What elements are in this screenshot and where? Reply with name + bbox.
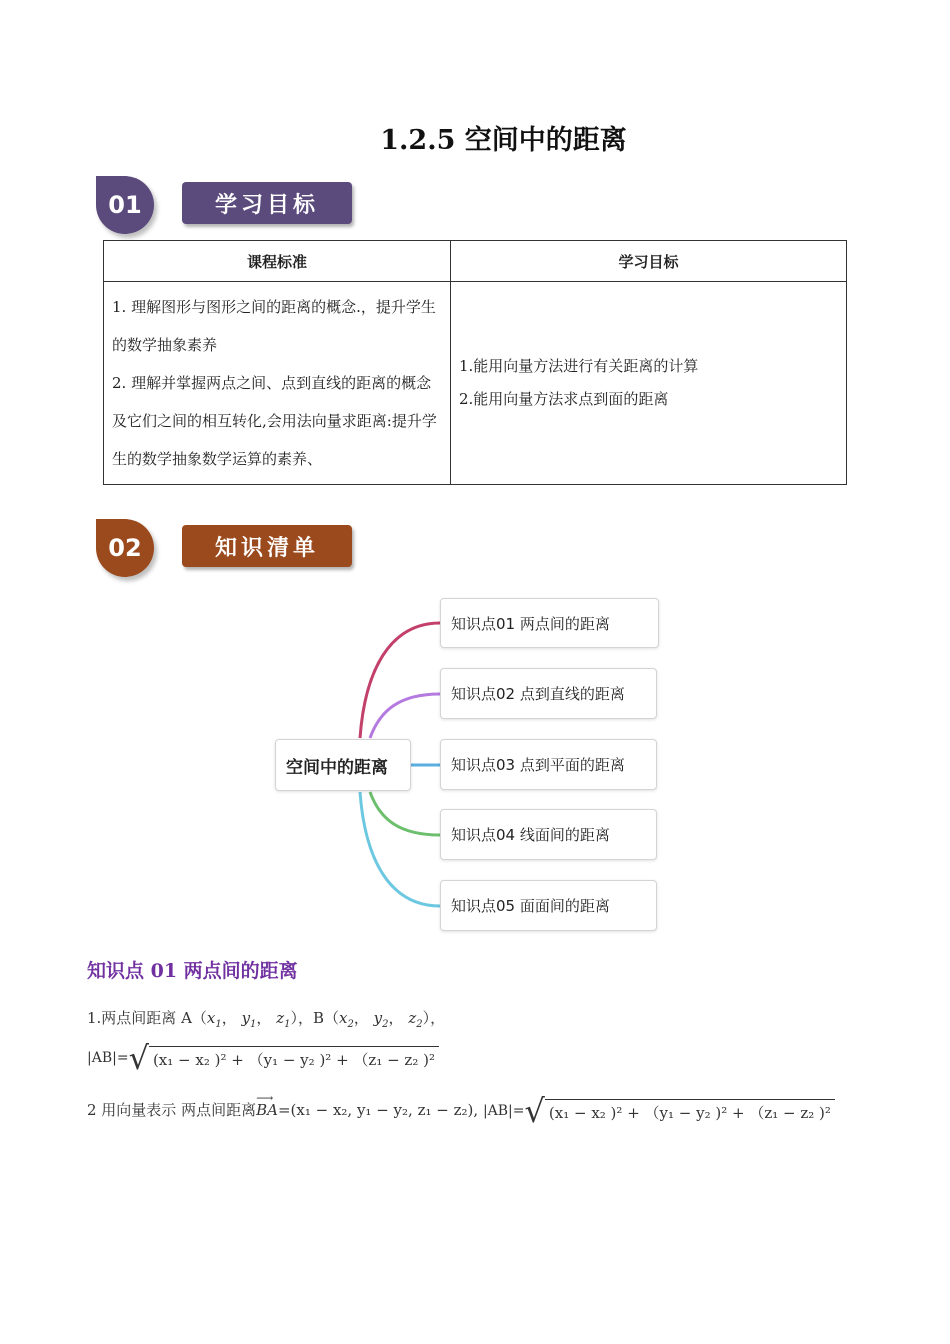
section-label: 知识清单 [182, 525, 352, 567]
var-x2: $x_2$ [339, 1009, 354, 1030]
distance-points-line [87, 1007, 445, 1030]
distance-formula-line [87, 1039, 439, 1077]
var-y2: $y_2$ [373, 1009, 389, 1030]
vector-label: BA [256, 1101, 278, 1119]
formula-body: (x₁ − x₂ )² + （y₁ − y₂ )² + （z₁ − z₂ )² [545, 1099, 835, 1123]
goals-cell [451, 282, 847, 485]
text-end: ）， [422, 1009, 446, 1027]
formula-body: (x₁ − x₂ )² + （y₁ − y₂ )² + （z₁ − z₂ )² [149, 1046, 439, 1070]
vector-distance-line [87, 1091, 835, 1130]
separator: ， [256, 1009, 272, 1027]
connector-02 [370, 694, 440, 738]
var-z1: $z_1$ [276, 1009, 291, 1030]
connector-05 [360, 792, 440, 906]
mind-map-node-01: 知识点01 两点间的距离 [440, 598, 659, 648]
separator: , [473, 1101, 479, 1119]
var-x1: $x_1$ [206, 1009, 222, 1030]
section-number: 01 [96, 176, 154, 234]
section-label: 学习目标 [182, 182, 352, 224]
knowledge-point-title: 知识点 01 两点间的距离 [87, 960, 298, 982]
page-title: 1.2.5 空间中的距离 [380, 125, 627, 156]
separator: ， [353, 1009, 369, 1027]
standard-item: 2. 理解并掌握两点之间、点到直线的距离的概念及它们之间的相互转化,会用法向量求距离:提升学生的数学抽象数学运算的素养、 [112, 374, 437, 468]
sqrt-formula: √ (x₁ − x₂ )² + （y₁ − y₂ )² + （z₁ − z₂ )² [129, 1042, 439, 1074]
mind-map-node-05: 知识点05 面面间的距离 [440, 880, 657, 931]
table-header-goal: 学习目标 [451, 241, 847, 282]
mind-map [270, 590, 670, 940]
standards-cell [104, 282, 451, 485]
section-badge-goals [88, 172, 358, 242]
goal-item: 2.能用向量方法求点到面的距离 [459, 390, 669, 408]
mind-map-root: 空间中的距离 [275, 739, 411, 791]
connector-01 [360, 623, 440, 738]
connector-04 [370, 792, 440, 835]
var-y1: $y_1$ [241, 1009, 257, 1030]
text-prefix: 1.两点间距离 A（ [87, 1009, 207, 1027]
vector-components: =(x₁ − x₂, y₁ − y₂, z₁ − z₂) [277, 1101, 474, 1119]
section-number: 02 [96, 519, 154, 577]
ab-label: |AB|= [87, 1050, 129, 1066]
standard-item: 1. 理解图形与图形之间的距离的概念.，提升学生的数学抽象素养 [112, 298, 436, 354]
text-mid: ），B（ [290, 1009, 340, 1027]
goals-table [103, 240, 847, 485]
table-header-standard: 课程标准 [104, 241, 451, 282]
vector-ba: ⟶ BA [256, 1091, 278, 1119]
mind-map-node-03: 知识点03 点到平面的距离 [440, 739, 657, 790]
text-prefix: 2 用向量表示 两点间距离 [87, 1101, 257, 1119]
separator: ， [388, 1009, 404, 1027]
var-z2: $z_2$ [408, 1009, 423, 1030]
separator: ， [221, 1009, 237, 1027]
goal-item: 1.能用向量方法进行有关距离的计算 [459, 357, 699, 375]
sqrt-formula: √ (x₁ − x₂ )² + （y₁ − y₂ )² + （z₁ − z₂ )² [525, 1095, 835, 1127]
section-badge-knowledge [88, 515, 358, 585]
mind-map-node-04: 知识点04 线面间的距离 [440, 809, 657, 860]
mind-map-node-02: 知识点02 点到直线的距离 [440, 668, 657, 719]
ab-label: |AB|= [482, 1103, 525, 1119]
